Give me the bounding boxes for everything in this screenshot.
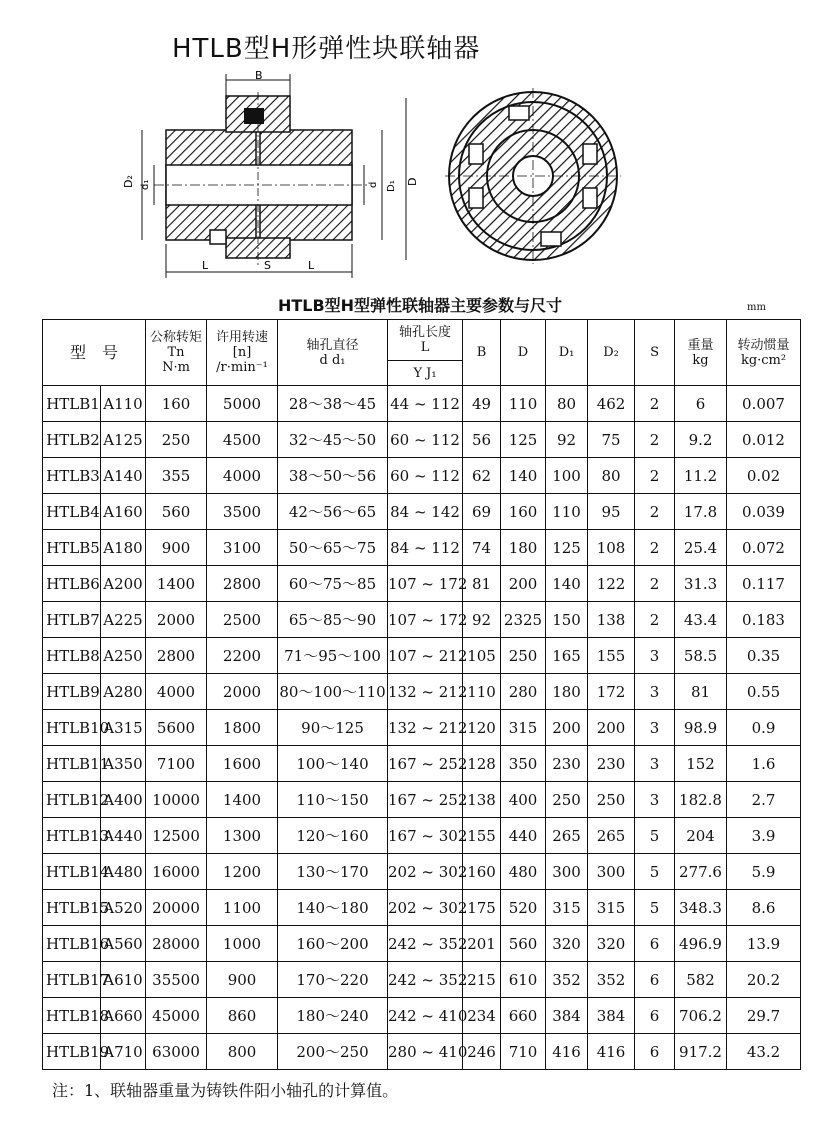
table-cell: 5 <box>635 890 675 926</box>
table-cell: 16000 <box>146 854 207 890</box>
table-cell: A560 <box>101 926 146 962</box>
table-cell: 107 ~ 172 <box>388 566 463 602</box>
table-cell: 200 <box>546 710 588 746</box>
table-row <box>43 386 801 422</box>
table-cell: 315 <box>588 890 635 926</box>
table-cell: 900 <box>146 530 207 566</box>
table-cell: 180 <box>501 530 546 566</box>
table-cell: A710 <box>101 1034 146 1070</box>
table-cell: 1600 <box>207 746 278 782</box>
table-cell: 250 <box>546 782 588 818</box>
table-cell: 242 ~ 352 <box>388 926 463 962</box>
table-cell: 10000 <box>146 782 207 818</box>
dim-label-d2: D₂ <box>122 175 135 188</box>
dim-label-b: B <box>255 69 263 82</box>
table-cell: 1800 <box>207 710 278 746</box>
table-cell: 31.3 <box>675 566 727 602</box>
table-cell: 352 <box>546 962 588 998</box>
table-cell: 128 <box>463 746 501 782</box>
table-cell: A660 <box>101 998 146 1034</box>
table-cell: 2 <box>635 458 675 494</box>
table-cell: 0.183 <box>727 602 801 638</box>
table-cell: 416 <box>588 1034 635 1070</box>
table-cell: HTLB3 <box>43 458 101 494</box>
table-cell: 1200 <box>207 854 278 890</box>
table-cell: 242 ~ 410 <box>388 998 463 1034</box>
table-row <box>43 782 801 818</box>
table-cell: HTLB4 <box>43 494 101 530</box>
table-cell: 120～160 <box>278 818 388 854</box>
table-cell: 202 ~ 302 <box>388 854 463 890</box>
table-cell: 200 <box>501 566 546 602</box>
table-cell: A180 <box>101 530 146 566</box>
table-cell: 250 <box>146 422 207 458</box>
table-cell: A200 <box>101 566 146 602</box>
table-cell: 4500 <box>207 422 278 458</box>
table-cell: HTLB9 <box>43 674 101 710</box>
table-cell: 3 <box>635 674 675 710</box>
table-cell: 60 ~ 112 <box>388 422 463 458</box>
table-cell: 5000 <box>207 386 278 422</box>
table-row <box>43 818 801 854</box>
table-cell: 6 <box>635 1034 675 1070</box>
dim-label-d-upper: D <box>406 177 419 186</box>
table-cell: 265 <box>588 818 635 854</box>
table-cell: 95 <box>588 494 635 530</box>
table-cell: 280 ~ 410 <box>388 1034 463 1070</box>
header-bore-length-sub: Y J₁ <box>388 361 463 386</box>
table-cell: 152 <box>675 746 727 782</box>
table-cell: 80 <box>546 386 588 422</box>
table-row <box>43 638 801 674</box>
table-cell: A520 <box>101 890 146 926</box>
table-row <box>43 494 801 530</box>
table-cell: 110 <box>501 386 546 422</box>
table-cell: 400 <box>501 782 546 818</box>
table-cell: HTLB8 <box>43 638 101 674</box>
table-cell: 0.007 <box>727 386 801 422</box>
table-cell: 1.6 <box>727 746 801 782</box>
table-cell: 125 <box>501 422 546 458</box>
table-cell: 71～95～100 <box>278 638 388 674</box>
table-cell: 155 <box>463 818 501 854</box>
table-cell: 242 ~ 352 <box>388 962 463 998</box>
table-cell: 300 <box>546 854 588 890</box>
table-cell: 80～100～110 <box>278 674 388 710</box>
table-cell: 3 <box>635 638 675 674</box>
table-row <box>43 998 801 1034</box>
table-cell: 201 <box>463 926 501 962</box>
dim-label-d1: d₁ <box>140 179 151 190</box>
table-cell: 1400 <box>146 566 207 602</box>
table-cell: 140 <box>546 566 588 602</box>
table-cell: 8.6 <box>727 890 801 926</box>
table-cell: 0.072 <box>727 530 801 566</box>
table-cell: A160 <box>101 494 146 530</box>
table-cell: 107 ~ 172 <box>388 602 463 638</box>
header-b: B <box>463 320 501 386</box>
table-cell: 69 <box>463 494 501 530</box>
table-cell: 20.2 <box>727 962 801 998</box>
table-cell: 3500 <box>207 494 278 530</box>
table-cell: 98.9 <box>675 710 727 746</box>
table-cell: 155 <box>588 638 635 674</box>
table-cell: 250 <box>588 782 635 818</box>
table-cell: 2 <box>635 530 675 566</box>
table-cell: 108 <box>588 530 635 566</box>
table-cell: 100 <box>546 458 588 494</box>
header-model: 型 号 <box>43 320 146 386</box>
table-cell: 172 <box>588 674 635 710</box>
table-cell: 384 <box>588 998 635 1034</box>
table-cell: HTLB19 <box>43 1034 101 1070</box>
table-cell: 710 <box>501 1034 546 1070</box>
table-cell: 28000 <box>146 926 207 962</box>
table-cell: 3100 <box>207 530 278 566</box>
table-cell: 25.4 <box>675 530 727 566</box>
table-cell: 1000 <box>207 926 278 962</box>
header-s: S <box>635 320 675 386</box>
table-cell: HTLB10 <box>43 710 101 746</box>
table-cell: 84 ~ 112 <box>388 530 463 566</box>
table-cell: 280 <box>501 674 546 710</box>
table-cell: 182.8 <box>675 782 727 818</box>
table-cell: 50～65～75 <box>278 530 388 566</box>
table-cell: 1100 <box>207 890 278 926</box>
table-row <box>43 674 801 710</box>
footnote: 注：1、联轴器重量为铸铁件阳小轴孔的计算值。 <box>52 1081 399 1100</box>
table-cell: A610 <box>101 962 146 998</box>
table-cell: 7100 <box>146 746 207 782</box>
table-cell: 11.2 <box>675 458 727 494</box>
table-cell: 100～140 <box>278 746 388 782</box>
table-cell: HTLB7 <box>43 602 101 638</box>
table-cell: 4000 <box>207 458 278 494</box>
table-cell: 0.55 <box>727 674 801 710</box>
table-cell: 496.9 <box>675 926 727 962</box>
table-cell: 170～220 <box>278 962 388 998</box>
table-cell: 32～45～50 <box>278 422 388 458</box>
table-cell: 138 <box>463 782 501 818</box>
table-cell: A250 <box>101 638 146 674</box>
table-cell: 120 <box>463 710 501 746</box>
table-cell: 440 <box>501 818 546 854</box>
table-cell: 81 <box>463 566 501 602</box>
table-cell: 202 ~ 302 <box>388 890 463 926</box>
table-title: HTLB型H型弹性联轴器主要参数与尺寸 <box>277 296 563 315</box>
table-cell: 5600 <box>146 710 207 746</box>
table-cell: 1400 <box>207 782 278 818</box>
table-cell: HTLB12 <box>43 782 101 818</box>
table-cell: A350 <box>101 746 146 782</box>
table-cell: 5.9 <box>727 854 801 890</box>
table-cell: 60 ~ 112 <box>388 458 463 494</box>
table-cell: 2325 <box>501 602 546 638</box>
table-cell: HTLB11 <box>43 746 101 782</box>
table-row <box>43 746 801 782</box>
table-cell: 35500 <box>146 962 207 998</box>
table-cell: 3.9 <box>727 818 801 854</box>
table-cell: 320 <box>588 926 635 962</box>
table-cell: 0.02 <box>727 458 801 494</box>
table-cell: A225 <box>101 602 146 638</box>
header-torque: 公称转矩 Tn N·m <box>146 320 207 386</box>
spec-table <box>42 319 801 1070</box>
table-cell: A480 <box>101 854 146 890</box>
table-cell: 234 <box>463 998 501 1034</box>
table-row <box>43 854 801 890</box>
table-cell: 917.2 <box>675 1034 727 1070</box>
table-cell: 3 <box>635 782 675 818</box>
header-d1: D₁ <box>546 320 588 386</box>
table-cell: A140 <box>101 458 146 494</box>
table-cell: 49 <box>463 386 501 422</box>
table-cell: 110 <box>463 674 501 710</box>
table-cell: 6 <box>675 386 727 422</box>
table-cell: 105 <box>463 638 501 674</box>
table-cell: 110 <box>546 494 588 530</box>
table-cell: HTLB2 <box>43 422 101 458</box>
table-cell: 5 <box>635 854 675 890</box>
table-cell: 2 <box>635 566 675 602</box>
table-row <box>43 926 801 962</box>
table-cell: 92 <box>463 602 501 638</box>
table-cell: 130～170 <box>278 854 388 890</box>
table-cell: 63000 <box>146 1034 207 1070</box>
table-cell: 2.7 <box>727 782 801 818</box>
table-cell: 80 <box>588 458 635 494</box>
table-cell: 138 <box>588 602 635 638</box>
table-cell: 160～200 <box>278 926 388 962</box>
table-row <box>43 962 801 998</box>
table-cell: 2 <box>635 602 675 638</box>
table-cell: A400 <box>101 782 146 818</box>
table-cell: 0.9 <box>727 710 801 746</box>
table-row <box>43 530 801 566</box>
table-cell: 2500 <box>207 602 278 638</box>
table-cell: 92 <box>546 422 588 458</box>
table-cell: 348.3 <box>675 890 727 926</box>
table-cell: 582 <box>675 962 727 998</box>
table-cell: 355 <box>146 458 207 494</box>
table-cell: A315 <box>101 710 146 746</box>
table-cell: 28～38～45 <box>278 386 388 422</box>
dim-label-d1-upper: D₁ <box>386 180 397 192</box>
table-cell: 215 <box>463 962 501 998</box>
table-cell: 58.5 <box>675 638 727 674</box>
table-cell: 180～240 <box>278 998 388 1034</box>
table-cell: 4000 <box>146 674 207 710</box>
table-cell: 12500 <box>146 818 207 854</box>
header-inertia: 转动惯量 kg·cm² <box>727 320 801 386</box>
table-row <box>43 1034 801 1070</box>
table-cell: 350 <box>501 746 546 782</box>
table-cell: 560 <box>501 926 546 962</box>
table-cell: 6 <box>635 962 675 998</box>
table-cell: HTLB18 <box>43 998 101 1034</box>
table-cell: 9.2 <box>675 422 727 458</box>
table-cell: A110 <box>101 386 146 422</box>
table-cell: 56 <box>463 422 501 458</box>
table-cell: 520 <box>501 890 546 926</box>
table-cell: 230 <box>546 746 588 782</box>
table-cell: 81 <box>675 674 727 710</box>
table-cell: A280 <box>101 674 146 710</box>
table-cell: HTLB17 <box>43 962 101 998</box>
table-cell: 277.6 <box>675 854 727 890</box>
table-cell: 2 <box>635 494 675 530</box>
table-cell: 84 ~ 142 <box>388 494 463 530</box>
table-row <box>43 710 801 746</box>
table-cell: 800 <box>207 1034 278 1070</box>
table-cell: 160 <box>463 854 501 890</box>
table-cell: 140 <box>501 458 546 494</box>
table-cell: 180 <box>546 674 588 710</box>
table-cell: HTLB5 <box>43 530 101 566</box>
table-cell: 38～50～56 <box>278 458 388 494</box>
table-cell: 300 <box>588 854 635 890</box>
table-cell: 107 ~ 212 <box>388 638 463 674</box>
table-cell: 65～85～90 <box>278 602 388 638</box>
dim-label-d: d <box>368 181 379 188</box>
dim-label-s: S <box>264 259 271 272</box>
table-cell: HTLB1 <box>43 386 101 422</box>
table-cell: 246 <box>463 1034 501 1070</box>
table-cell: 167 ~ 302 <box>388 818 463 854</box>
table-cell: 167 ~ 252 <box>388 782 463 818</box>
table-cell: 140～180 <box>278 890 388 926</box>
table-cell: 2000 <box>146 602 207 638</box>
table-cell: 384 <box>546 998 588 1034</box>
table-cell: 6 <box>635 998 675 1034</box>
header-weight: 重量 kg <box>675 320 727 386</box>
table-cell: 2 <box>635 386 675 422</box>
table-cell: 110～150 <box>278 782 388 818</box>
table-cell: 660 <box>501 998 546 1034</box>
table-cell: HTLB13 <box>43 818 101 854</box>
table-cell: 462 <box>588 386 635 422</box>
table-cell: 42～56～65 <box>278 494 388 530</box>
table-cell: A440 <box>101 818 146 854</box>
header-d: D <box>501 320 546 386</box>
table-cell: 132 ~ 212 <box>388 674 463 710</box>
table-cell: 352 <box>588 962 635 998</box>
table-cell: 20000 <box>146 890 207 926</box>
table-cell: 250 <box>501 638 546 674</box>
header-bore-diameter: 轴孔直径 d d₁ <box>278 320 388 386</box>
table-cell: 43.2 <box>727 1034 801 1070</box>
table-cell: 0.35 <box>727 638 801 674</box>
table-cell: 315 <box>546 890 588 926</box>
table-cell: 60～75～85 <box>278 566 388 602</box>
table-cell: 200～250 <box>278 1034 388 1070</box>
table-cell: 860 <box>207 998 278 1034</box>
coupling-section-drawing <box>118 68 428 283</box>
table-cell: 265 <box>546 818 588 854</box>
table-cell: 45000 <box>146 998 207 1034</box>
table-cell: 2800 <box>146 638 207 674</box>
table-cell: 17.8 <box>675 494 727 530</box>
table-cell: 480 <box>501 854 546 890</box>
unit-label: mm <box>747 302 766 313</box>
table-cell: 315 <box>501 710 546 746</box>
table-cell: 160 <box>146 386 207 422</box>
table-cell: 416 <box>546 1034 588 1070</box>
table-cell: 13.9 <box>727 926 801 962</box>
table-cell: 3 <box>635 746 675 782</box>
table-cell: 2800 <box>207 566 278 602</box>
table-cell: HTLB15 <box>43 890 101 926</box>
table-cell: 0.012 <box>727 422 801 458</box>
table-cell: 0.039 <box>727 494 801 530</box>
table-cell: 43.4 <box>675 602 727 638</box>
table-cell: A125 <box>101 422 146 458</box>
table-cell: 75 <box>588 422 635 458</box>
coupling-end-view-drawing <box>445 88 621 264</box>
table-cell: 44 ~ 112 <box>388 386 463 422</box>
table-cell: 230 <box>588 746 635 782</box>
table-cell: 74 <box>463 530 501 566</box>
table-cell: 122 <box>588 566 635 602</box>
table-cell: 5 <box>635 818 675 854</box>
table-cell: 2200 <box>207 638 278 674</box>
header-bore-length: 轴孔长度 L <box>388 320 463 361</box>
dim-label-l-right: L <box>308 259 315 272</box>
table-row <box>43 566 801 602</box>
table-cell: 1300 <box>207 818 278 854</box>
table-cell: 160 <box>501 494 546 530</box>
table-cell: 125 <box>546 530 588 566</box>
table-cell: HTLB16 <box>43 926 101 962</box>
table-row <box>43 890 801 926</box>
table-cell: 560 <box>146 494 207 530</box>
table-cell: 706.2 <box>675 998 727 1034</box>
table-cell: 175 <box>463 890 501 926</box>
table-cell: 165 <box>546 638 588 674</box>
table-cell: 900 <box>207 962 278 998</box>
table-cell: 132 ~ 212 <box>388 710 463 746</box>
table-cell: 3 <box>635 710 675 746</box>
table-cell: HTLB14 <box>43 854 101 890</box>
table-cell: 29.7 <box>727 998 801 1034</box>
table-cell: 204 <box>675 818 727 854</box>
table-cell: 90～125 <box>278 710 388 746</box>
table-cell: 0.117 <box>727 566 801 602</box>
table-cell: 2000 <box>207 674 278 710</box>
table-cell: 150 <box>546 602 588 638</box>
table-cell: 2 <box>635 422 675 458</box>
page-title: HTLB型H形弹性块联轴器 <box>172 34 481 64</box>
header-speed: 许用转速 [n] /r·min⁻¹ <box>207 320 278 386</box>
table-cell: 167 ~ 252 <box>388 746 463 782</box>
table-cell: 610 <box>501 962 546 998</box>
table-row <box>43 422 801 458</box>
table-cell: HTLB6 <box>43 566 101 602</box>
table-row <box>43 602 801 638</box>
dim-label-l-left: L <box>202 259 209 272</box>
table-cell: 6 <box>635 926 675 962</box>
table-cell: 320 <box>546 926 588 962</box>
table-row <box>43 458 801 494</box>
header-d2: D₂ <box>588 320 635 386</box>
table-cell: 62 <box>463 458 501 494</box>
table-cell: 200 <box>588 710 635 746</box>
